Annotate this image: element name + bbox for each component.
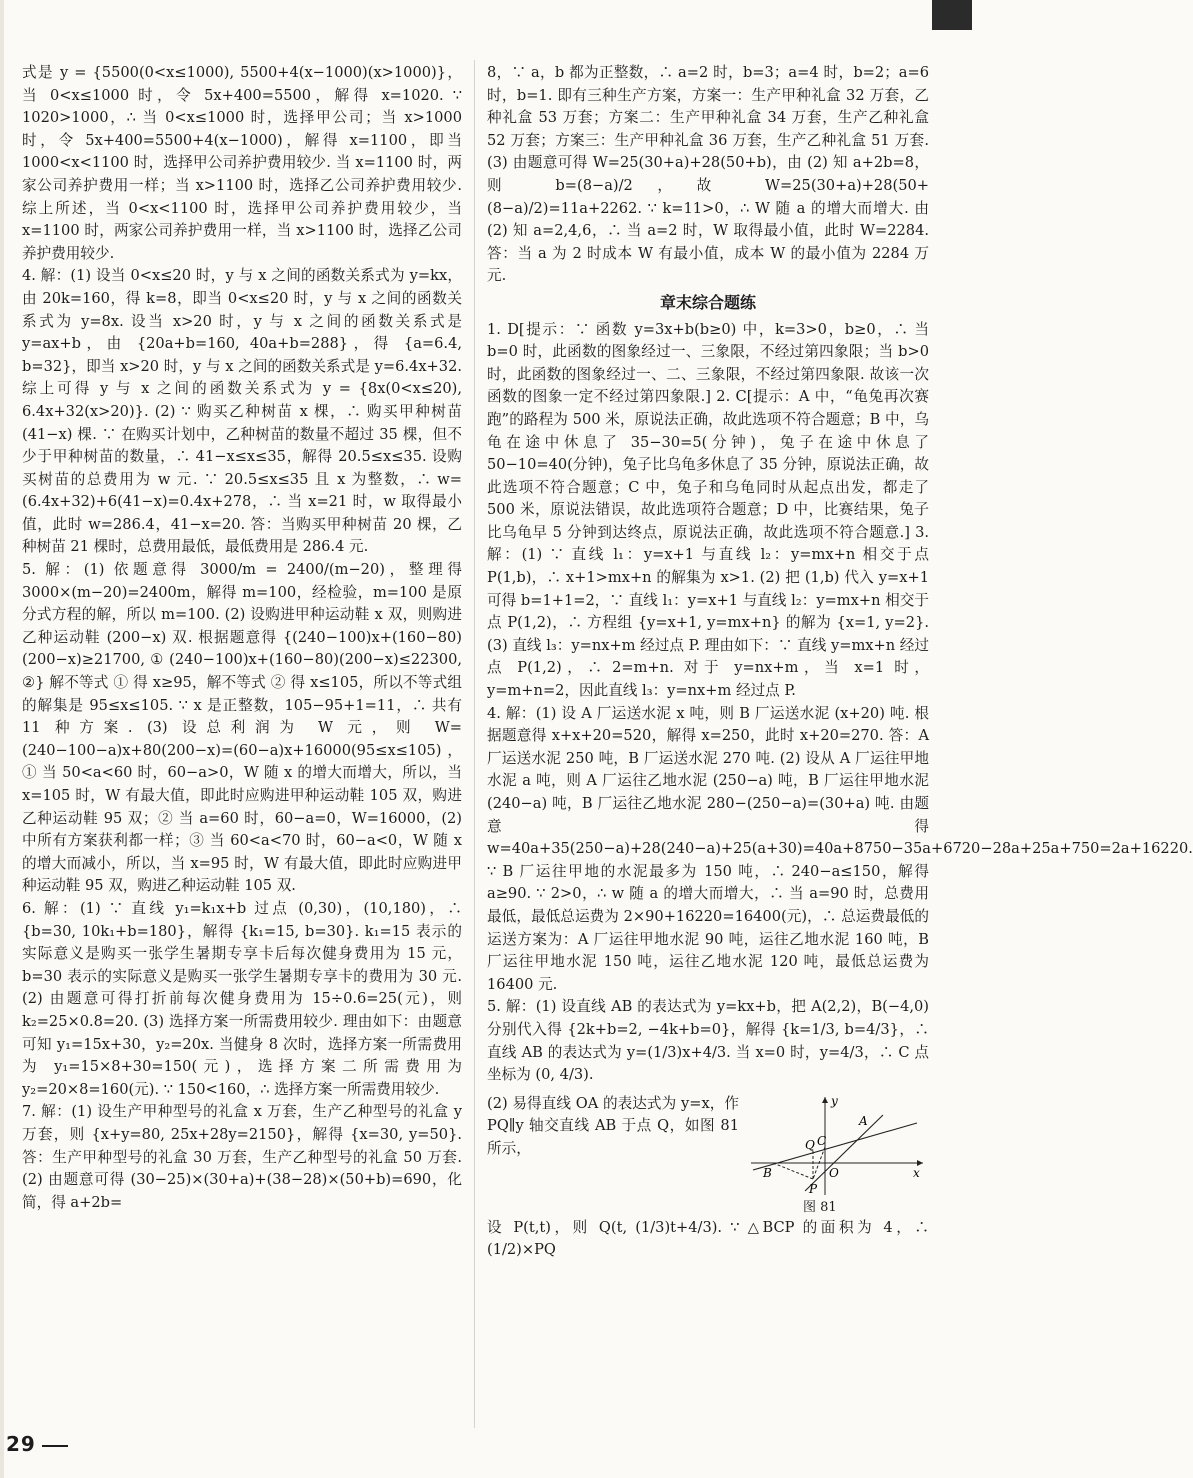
label-c: C (817, 1133, 827, 1148)
label-y: y (831, 1093, 838, 1108)
label-q: Q (805, 1137, 815, 1152)
answer-6: 6. 解：(1) ∵ 直线 y₁=k₁x+b 过点 (0,30)，(10,180)，∴ {b=30, 10k₁+b=180}，解得 {k₁=15, b=30}. k₁=15 表示的实际意义是购买一张学生暑期专享卡后每次健身费用为 15 元，b=30 表示的实际意义是购买一张学生暑期专享卡的费用为 30 元. (2) 由题意可得打折前每次健身费用为 15÷0.6=25(元)，则 k₂=25×0.8=20. (3) 选择方案一所需费用较少. 理由如下：由题意可知 y₁=15x+30，y₂=20x. 当健身 8 次时，选择方案一所需费用为 y₁=15×8+30=150(元)，选择方案二所需费用为 y₂=20×8=160(元). ∵ 150<160，∴ 选择方案一所需费用较少. (22, 899, 462, 1098)
page-number-value: 29 (6, 1432, 36, 1456)
label-p: P (809, 1181, 818, 1196)
answer-7-continued: 8，∵ a，b 都为正整数，∴ a=2 时，b=3；a=4 时，b=2；a=6 时，b=1. 即有三种生产方案，方案一：生产甲种礼盒 32 万套，乙种礼盒 53 万套；方案二：生产甲种礼盒 34 万套，生产乙种礼盒 52 万套；方案三：生产甲种礼盒 36 万套，生产乙种礼盒 51 万套. (3) 由题意可得 W=25(30+a)+28(50+b)，由 (2) 知 a+2b=8，则 b=(8−a)/2，故 W=25(30+a)+28(50+(8−a)/2)=11a+2262. ∵ k=11>0，∴ W 随 a 的增大而增大. 由 (2) 知 a=2,4,6，∴ 当 a=2 时，W 取得最小值，此时 W=2284. 答：当 a 为 2 时成本 W 有最小值，成本 W 的最小值为 2284 万元. (487, 64, 929, 285)
review-answer-5: 5. 解：(1) 设直线 AB 的表达式为 y=kx+b，把 A(2,2)，B(−4,0) 分别代入得 {2k+b=2, −4k+b=0}，解得 {k=1/3, b=4/3}，∴ 直线 AB 的表达式为 y=(1/3)x+4/3. 当 x=0 时，y=4/3，∴ C 点坐标为 (0, 4/3). (487, 998, 929, 1084)
label-b: B (763, 1165, 772, 1180)
label-x: x (913, 1165, 920, 1180)
answer-3-continued: 式是 y = {5500(0<x≤1000), 5500+4(x−1000)(x>1000)}，当 0<x≤1000 时，令 5x+400=5500，解得 x=1020. ∵ 1020>1000，∴ 当 0<x≤1000 时，选择甲公司；当 x>1000 时，令 5x+400=5500+4(x−1000)，解得 x=1100，即当 1000<x<1100 时，选择甲公司养护费用较少. 当 x=1100 时，两家公司养护费用一样；当 x>1100 时，选择乙公司养护费用较少. 综上所述，当 0<x<1100 时，选择甲公司养护费用较少，当 x=1100 时，两家公司养护费用一样，当 x>1100 时，选择乙公司养护费用较少. (22, 64, 462, 262)
left-column (22, 62, 462, 1214)
binding-edge (0, 0, 4, 1478)
answer-5: 5. 解：(1) 依题意得 3000/m = 2400/(m−20)，整理得 3000×(m−20)=2400m，解得 m=100，经检验，m=100 是原分式方程的解，所以 m=100. (2) 设购进甲种运动鞋 x 双，则购进乙种运动鞋 (200−x) 双. 根据题意得 {(240−100)x+(160−80)(200−x)≥21700, ① (240−100)x+(160−80)(200−x)≤22300, ②} 解不等式 ① 得 x≥95，解不等式 ② 得 x≤105，所以不等式组的解集是 95≤x≤105. ∵ x 是正整数，105−95+1=11，∴ 共有 11 种方案. (3) 设总利润为 W 元，则 W=(240−100−a)x+80(200−x)=(60−a)x+16000(95≤x≤105)，① 当 50<a<60 时，60−a>0，W 随 x 的增大而增大，所以，当 x=105 时，W 有最大值，即此时应购进甲种运动鞋 105 双，购进乙种运动鞋 95 双；② 当 a=60 时，60−a=0，W=16000，(2) 中所有方案获利都一样；③ 当 60<a<70 时，60−a<0，W 随 x 的增大而减小，所以，当 x=95 时，W 有最大值，即此时应购进甲种运动鞋 95 双，购进乙种运动鞋 105 双. (22, 561, 462, 895)
line-oa (805, 1115, 883, 1191)
label-a: A (859, 1113, 868, 1128)
section-heading: 章末综合题练 (659, 292, 756, 312)
answer-4: 4. 解：(1) 设当 0<x≤20 时，y 与 x 之间的函数关系式为 y=kx，由 20k=160，得 k=8，即当 0<x≤20 时，y 与 x 之间的函数关系式为 y=8x. 设当 x>20 时，y 与 x 之间的函数关系式是 y=ax+b，由 {20a+b=160, 40a+b=288}，得 {a=6.4, b=32}，即当 x>20 时，y 与 x 之间的函数关系式是 y=6.4x+32. 综上可得 y 与 x 之间的函数关系式为 y = {8x(0<x≤20), 6.4x+32(x>20)}. (2) ∵ 购买乙种树苗 x 棵，∴ 购买甲种树苗 (41−x) 棵. ∵ 在购买计划中，乙种树苗的数量不超过 35 棵，但不少于甲种树苗的数量，∴ 41−x≤x≤35，解得 20.5≤x≤35. 设购买树苗的总费用为 w 元. ∵ 20.5≤x≤35 且 x 为整数，∴ w=(6.4x+32)+6(41−x)=0.4x+278，∴ 当 x=21 时，w 取得最小值，此时 w=286.4，41−x=20. 答：当购买甲种树苗 20 棵，乙种树苗 21 棵时，总费用最低，最低费用是 286.4 元. (22, 267, 462, 556)
corner-mark (932, 0, 972, 30)
review-answers-1-3: 1. D[提示：∵ 函数 y=3x+b(b≥0) 中，k=3>0，b≥0，∴ 当 b=0 时，此函数的图象经过一、三象限，不经过第四象限；当 b>0 时，此函数的图象经过一、二、三象限，不经过第四象限. 故该一次函数的图象一定不经过第四象限.] 2. C[提示：A 中，“龟兔再次赛跑”的路程为 500 米，原说法正确，故此选项不符合题意；B 中，乌龟在途中休息了 35−30=5(分钟)，兔子在途中休息了 50−10=40(分钟)，兔子比乌龟多休息了 35 分钟，原说法正确，故此选项不符合题意；C 中，兔子和乌龟同时从起点出发，都走了 500 米，原说法错误，故此选项符合题意；D 中，比赛结果，兔子比乌龟早 5 分钟到达终点，原说法正确，故此选项不符合题意.] 3. 解：(1) ∵ 直线 l₁：y=x+1 与直线 l₂：y=mx+n 相交于点 P(1,b)，∴ x+1>mx+n 的解集为 x>1. (2) 把 (1,b) 代入 y=x+1 可得 b=1+1=2，∵ 直线 l₁：y=x+1 与直线 l₂：y=mx+n 相交于点 P(1,2)，∴ 方程组 {y=x+1, y=mx+n} 的解为 {x=1, y=2}. (3) 直线 l₃：y=nx+m 经过点 P. 理由如下：∵ 直线 y=mx+n 经过点 P(1,2)，∴ 2=m+n. 对于 y=nx+m，当 x=1 时，y=m+n=2，因此直线 l₃：y=nx+m 经过点 P. (487, 320, 929, 700)
answer-7: 7. 解：(1) 设生产甲种型号的礼盒 x 万套，生产乙种型号的礼盒 y 万套，则 {x+y=80, 25x+28y=2150}，解得 {x=30, y=50}. 答：生产甲种型号的礼盒 30 万套，生产乙种型号的礼盒 50 万套. (2) 由题意可得 (30−25)×(30+a)+(38−28)×(50+b)=690，化简，得 a+2b= (22, 1103, 462, 1211)
right-column (487, 62, 1193, 1262)
review-answer-4: 4. 解：(1) 设 A 厂运送水泥 x 吨，则 B 厂运送水泥 (x+20) 吨. 根据题意得 x+x+20=520，解得 x=250，此时 x+20=270. 答：A 厂运送水泥 250 吨，B 厂运送水泥 270 吨. (2) 设从 A 厂运往甲地水泥 a 吨，则 A 厂运往乙地水泥 (250−a) 吨，B 厂运往甲地水泥 (240−a) 吨，B 厂运往乙地水泥 280−(250−a)=(30+a) 吨. 由题意得 w=40a+35(250−a)+28(240−a)+25(a+30)=40a+8750−35a+6720−28a+25a+750=2a+16220. ∵ B 厂运往甲地的水泥最多为 150 吨，∴ 240−a≤150，解得 a≥90. ∵ 2>0，∴ w 随 a 的增大而增大，∴ 当 a=90 时，总费用最低，最低总运费为 2×90+16220=16400(元)，∴ 总运费最低的运送方案为：A 厂运往甲地水泥 90 吨，运往乙地水泥 160 吨，B 厂运往甲地水泥 150 吨，运往乙地水泥 120 吨，最低总运费为 16400 元. (487, 704, 1193, 993)
review-answer-5-part3: 设 P(t,t)，则 Q(t, (1/3)t+4/3). ∵ △BCP 的面积为 4，∴ (1/2)×PQ (487, 1218, 929, 1259)
page-number (6, 1432, 68, 1456)
figure-block (487, 1093, 929, 1213)
review-answer-5-part2: (2) 易得直线 OA 的表达式为 y=x，作 PQ∥y 轴交直线 AB 于点 Q，如图 81 所示， (487, 1094, 739, 1157)
segment-bp (773, 1163, 813, 1179)
column-divider (474, 60, 475, 1428)
label-o: O (829, 1165, 839, 1180)
figure-caption: 图 81 (803, 1199, 837, 1215)
figure-81-graph (747, 1093, 927, 1197)
page-number-dash (42, 1445, 68, 1447)
y-axis-arrow (822, 1097, 828, 1103)
